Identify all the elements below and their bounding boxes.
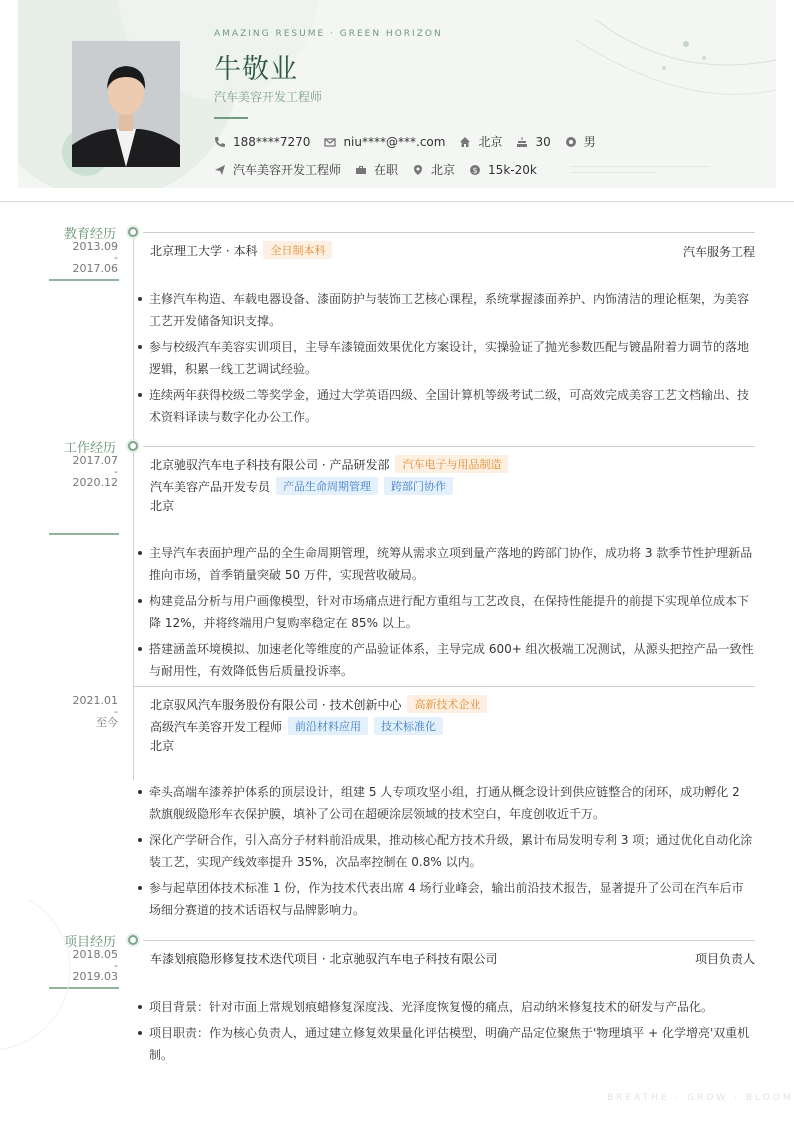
location-icon — [412, 164, 424, 176]
section-rule — [143, 232, 755, 233]
company-name: 北京驰驭汽车电子科技有限公司 · 产品研发部 — [150, 457, 390, 472]
industry-tag: 高新技术企业 — [407, 695, 487, 713]
job2-city: 北京 — [150, 739, 175, 753]
major-text: 汽车服务工程 — [682, 245, 755, 259]
phone-icon — [214, 136, 226, 148]
section-rule — [143, 446, 755, 447]
contact-info-row — [214, 133, 610, 150]
gender-icon — [565, 136, 577, 148]
home-icon — [459, 136, 471, 148]
target-position-text: 汽车美容开发工程师 — [233, 163, 342, 177]
project-section-title: 项目经历 — [63, 935, 116, 950]
hometown-text: 北京 — [478, 135, 503, 149]
job2-company-row — [150, 695, 487, 713]
job1-date-dash: - — [114, 465, 118, 478]
entry-rule — [133, 686, 755, 687]
education-section-title: 教育经历 — [63, 227, 116, 242]
job-intent-row — [214, 161, 551, 178]
education-bullets — [138, 288, 755, 428]
job1-city: 北京 — [150, 499, 175, 513]
timeline-node — [126, 225, 140, 239]
svg-text:$: $ — [472, 165, 478, 175]
education-underline — [49, 279, 119, 281]
decorative-curves — [576, 0, 776, 120]
job2-bullets — [138, 781, 755, 921]
list-item: 搭建涵盖环境模拟、加速老化等维度的产品验证体系，主导完成 600+ 组次极端工况测试，从源头把控产品一致性与耐用性，有效降低售后质量投诉率。 — [138, 638, 755, 682]
skill-tag: 产品生命周期管理 — [276, 477, 378, 495]
job2-start-date: 2021.01 — [72, 694, 118, 707]
header-deco-line — [570, 166, 710, 167]
list-item: 主导汽车表面护理产品的全生命周期管理，统筹从需求立项到量产落地的跨部门协作，成功将 3 款季节性护理新品推向市场，首季销量突破 50 万件，实现营收破局。 — [138, 542, 755, 586]
skill-tag: 技术标准化 — [374, 717, 443, 735]
project-start-date: 2018.05 — [72, 948, 118, 961]
status-text: 在职 — [374, 163, 399, 177]
project-name: 车漆划痕隐形修复技术迭代项目 · 北京驰驭汽车电子科技有限公司 — [150, 952, 498, 966]
list-item: 项目背景：针对市面上常规划痕蜡修复深度浅、光泽度恢复慢的痛点，启动纳米修复技术的研发与产品化。 — [138, 996, 755, 1018]
skill-tag: 前沿材料应用 — [288, 717, 368, 735]
footer-motto: BREATHE · GROW · BLOOM — [607, 1093, 794, 1103]
candidate-name: 牛敬业 — [214, 54, 298, 85]
skill-tag: 跨部门协作 — [384, 477, 453, 495]
salary-text: 15k-20k — [488, 162, 537, 177]
job2-position-row — [150, 717, 443, 735]
job1-position-row — [150, 477, 453, 495]
job1-start-date: 2017.07 — [72, 454, 118, 467]
header-divider — [0, 201, 794, 202]
list-item: 牵头高端车漆养护体系的顶层设计，组建 5 人专项攻坚小组，打通从概念设计到供应链整合的闭环，成功孵化 2 款旗舰级隐形车衣保护膜，填补了公司在超硬涂层领域的技术空白，年度创收近千万。 — [138, 781, 755, 825]
work-underline — [49, 533, 119, 535]
industry-tag: 汽车电子与用品制造 — [395, 455, 508, 473]
timeline-node — [126, 933, 140, 947]
position-name: 汽车美容产品开发专员 — [150, 479, 271, 494]
timeline-node — [126, 439, 140, 453]
edu-date-dash: - — [114, 251, 118, 264]
briefcase-icon — [355, 164, 367, 176]
job2-date-dash: - — [114, 705, 118, 718]
project-bullets — [138, 996, 755, 1066]
age-text: 30 — [535, 134, 551, 149]
project-end-date: 2019.03 — [72, 970, 118, 983]
email-text: niu****@***.com — [343, 134, 446, 149]
dollar-icon — [469, 164, 481, 176]
section-rule — [143, 940, 755, 941]
list-item: 深化产学研合作，引入高分子材料前沿成果，推动核心配方技术升级，累计布局发明专利 3 项；通过优化自动化涂装工艺，实现产线效率提升 35%，次品率控制在 0.8% 以内。 — [138, 829, 755, 873]
job1-company-row — [150, 455, 508, 473]
position-name: 高级汽车美容开发工程师 — [150, 719, 283, 734]
cake-icon — [516, 136, 528, 148]
edu-start-date: 2013.09 — [72, 240, 118, 253]
list-item: 连续两年获得校级二等奖学金，通过大学英语四级、全国计算机等级考试二级，可高效完成美容工艺文档输出、技术资料译读与数字化办公工作。 — [138, 384, 755, 428]
list-item: 参与起草团体技术标准 1 份，作为技术代表出席 4 场行业峰会，输出前沿技术报告，显著提升了公司在汽车后市场细分赛道的技术话语权与品牌影响力。 — [138, 877, 755, 921]
email-icon — [324, 136, 336, 148]
profile-photo — [72, 41, 180, 167]
header-deco-line — [570, 172, 656, 173]
job1-end-date: 2020.12 — [72, 476, 118, 489]
education-entry — [150, 241, 332, 259]
list-item: 构建竞品分析与用户画像模型，针对市场痛点进行配方重组与工艺改良，在保持性能提升的前提下实现单位成本下降 12%，并将终端用户复购率稳定在 85% 以上。 — [138, 590, 755, 634]
send-icon — [214, 164, 226, 176]
job1-bullets — [138, 542, 755, 682]
school-name: 北京理工大学 · 本科 — [150, 243, 258, 258]
resume-tagline: AMAZING RESUME · GREEN HORIZON — [214, 29, 443, 39]
edu-end-date: 2017.06 — [72, 262, 118, 275]
work-section-title: 工作经历 — [63, 441, 116, 456]
target-city-text: 北京 — [431, 163, 456, 177]
project-role: 项目负责人 — [694, 952, 755, 966]
list-item: 主修汽车构造、车载电器设备、漆面防护与装饰工艺核心课程，系统掌握漆面养护、内饰清洁的理论框架，为美容工艺开发储备知识支撑。 — [138, 288, 755, 332]
gender-text: 男 — [583, 135, 596, 149]
list-item: 项目职责：作为核心负责人，通过建立修复效果量化评估模型，明确产品定位聚焦于'物理填平 + 化学增亮'双重机制。 — [138, 1022, 755, 1066]
name-underline — [214, 117, 248, 119]
phone-text: 188****7270 — [233, 134, 311, 149]
decorative-circle — [0, 900, 90, 1060]
timeline-line — [133, 232, 134, 780]
project-date-dash: - — [114, 959, 118, 972]
candidate-role: 汽车美容开发工程师 — [214, 90, 323, 104]
company-name: 北京驭风汽车服务股份有限公司 · 技术创新中心 — [150, 697, 402, 712]
job2-end-date: 至今 — [96, 716, 118, 729]
degree-tag: 全日制本科 — [263, 241, 332, 259]
list-item: 参与校级汽车美容实训项目，主导车漆镜面效果优化方案设计，实操验证了抛光参数匹配与镀晶附着力调节的落地逻辑，积累一线工艺调试经验。 — [138, 336, 755, 380]
